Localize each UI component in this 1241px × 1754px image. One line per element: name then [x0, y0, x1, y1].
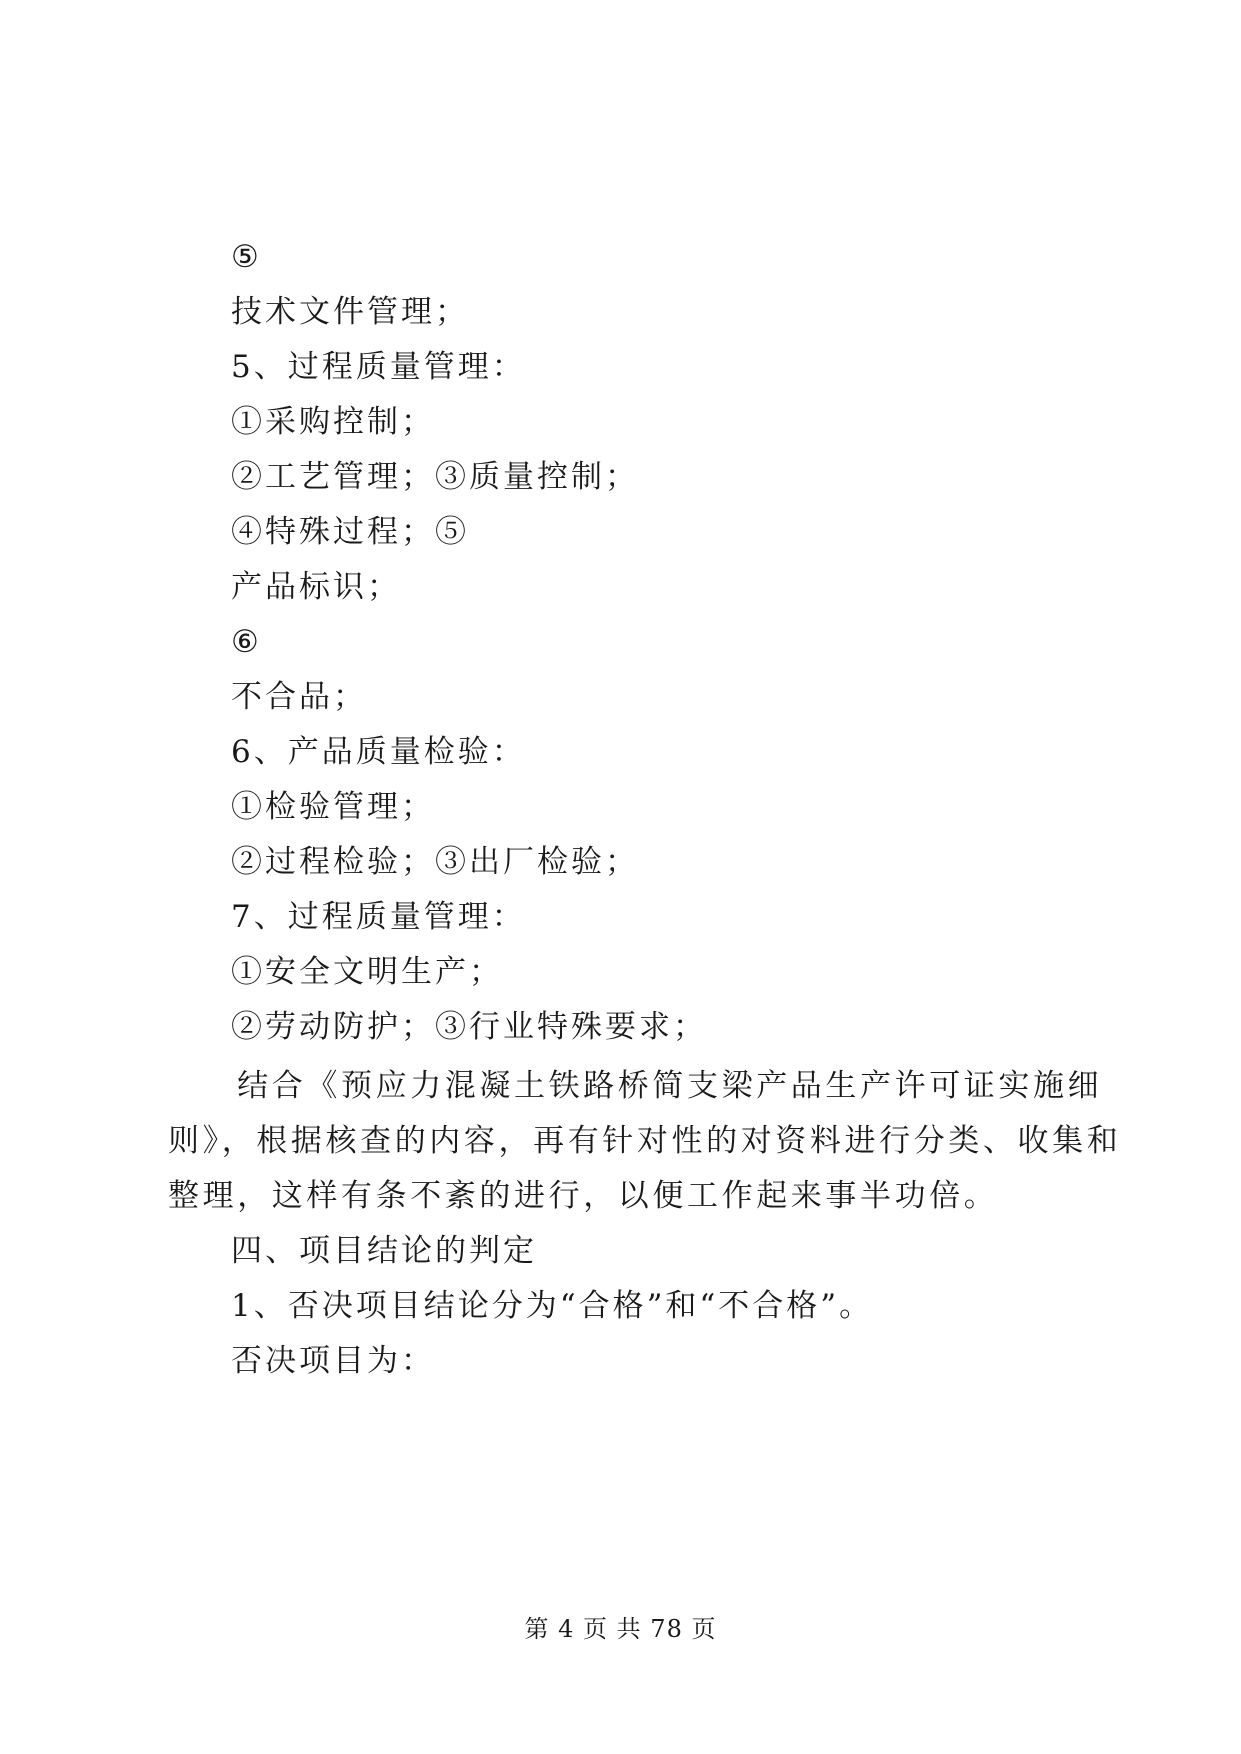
list-item: ④特殊过程；⑤ [231, 514, 469, 550]
list-item: ⑤ [231, 239, 262, 275]
list-item: 产品标识； [231, 569, 401, 605]
list-item: ①采购控制； [231, 404, 435, 440]
paragraph-line: 结合《预应力混凝土铁路桥简支梁产品生产许可证实施细 [168, 1068, 1103, 1104]
list-item: 技术文件管理； [231, 294, 469, 330]
list-item: 1、否决项目结论分为“合格”和“不合格”。 [231, 1288, 874, 1324]
section-item: 7、过程质量管理： [231, 899, 526, 935]
page-number-footer: 第 4 页 共 78 页 [524, 1615, 717, 1643]
list-item: ②工艺管理；③质量控制； [231, 459, 639, 495]
paragraph-line: 则》，根据核查的内容，再有针对性的对资料进行分类、收集和 [168, 1123, 1122, 1159]
list-item: 否决项目为： [231, 1343, 435, 1379]
section-heading: 四、项目结论的判定 [231, 1233, 537, 1269]
paragraph-line: 整理，这样有条不紊的进行，以便工作起来事半功倍。 [168, 1178, 999, 1214]
body-paragraph [168, 1066, 1122, 1246]
list-item: ①检验管理； [231, 789, 435, 825]
list-item: ⑥ [231, 624, 262, 660]
section-item: 5、过程质量管理： [231, 349, 526, 385]
list-item: ②过程检验；③出厂检验； [231, 844, 639, 880]
section-item: 6、产品质量检验： [231, 734, 526, 770]
list-item: ①安全文明生产； [231, 954, 503, 990]
list-item: ②劳动防护；③行业特殊要求； [231, 1009, 707, 1045]
list-item: 不合品； [231, 679, 367, 715]
